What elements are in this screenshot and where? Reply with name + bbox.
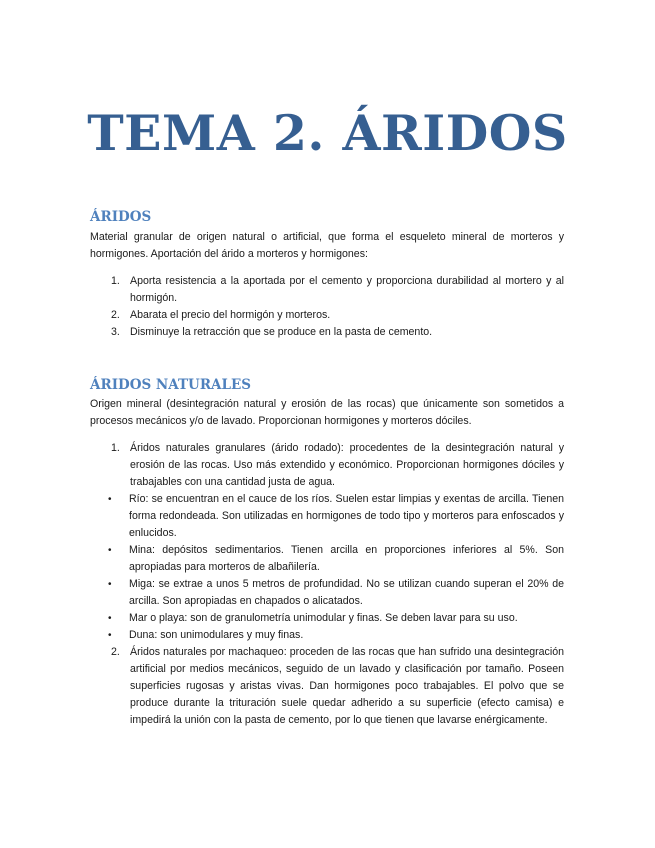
bullet-icon: • [108,579,112,590]
bullet-icon: • [108,545,112,556]
list-item-text: Abarata el precio del hormigón y morteros. [130,309,331,321]
section-paragraph-aridos: Material granular de origen natural o artificial, que forma el esqueleto mineral de morteros y hormigones. Aportación del árido a morteros y hormigones: [90,231,564,260]
list-item [90,324,564,341]
list-item-text: Áridos naturales por machaqueo: proceden de las rocas que han sufrido una desintegración artificial por medios mecánicos, seguido de un lavado y clasificación por tamaño. Poseen superficies rugosas y aristas vivas. Dan hormigones poco trabajables. El polvo que se produce durante la trituración suele quedar adherido a su superficie (efecto camisa) e impedirá la unión con la pasta de cemento, por lo que tienen que lavarse enérgicamente. [130,646,564,726]
bullet-icon: • [108,613,112,624]
bullet-item-mar-playa [90,610,564,627]
document-title: TEMA 2. ÁRIDOS [87,104,568,162]
bullet-icon: • [108,630,112,641]
list-item [90,307,564,324]
section-heading-aridos: ÁRIDOS [90,209,152,225]
bullet-item-rio [90,491,564,542]
aportacion-list [90,273,564,341]
bullet-icon: • [108,494,112,505]
bullet-text: Mina: depósitos sedimentarios. Tienen arcilla en proporciones inferiores al 5%. Son apropiadas para morteros de albañilería. [129,544,564,573]
bullet-text: Duna: son unimodulares y muy finas. [129,629,304,641]
bullet-text: Mar o playa: son de granulometría unimodular y finas. Se deben lavar para su uso. [129,612,518,624]
bullet-item-duna [90,627,564,644]
aridos-naturales-list [90,440,564,729]
list-item [90,440,564,644]
list-item-text: Aporta resistencia a la aportada por el cemento y proporciona durabilidad al mortero y al hormigón. [130,275,564,304]
granulares-bullet-list [90,491,564,644]
section-paragraph-aridos-naturales: Origen mineral (desintegración natural y erosión de las rocas) que únicamente son sometidos a procesos mecánicos y/o de lavado. Proporcionan hormigones y morteros dóciles. [90,398,564,427]
list-number: 1. [111,442,120,454]
list-number: 1. [111,275,120,287]
bullet-item-mina [90,542,564,576]
section-heading-aridos-naturales: ÁRIDOS NATURALES [90,377,252,393]
bullet-text: Miga: se extrae a unos 5 metros de profundidad. No se utilizan cuando superan el 20% de arcilla. Son apropiadas en chapados o alicatados. [129,578,564,607]
list-item [90,644,564,729]
bullet-text: Río: se encuentran en el cauce de los ríos. Suelen estar limpias y exentas de arcilla. Tienen forma redondeada. Son utilizadas en hormigones de todo tipo y morteros para enfoscados y enlucidos. [129,493,564,539]
bullet-item-miga [90,576,564,610]
list-item-text: Áridos naturales granulares (árido rodado): procedentes de la desintegración natural y erosión de las rocas. Uso más extendido y económico. Proporcionan hormigones dóciles y trabajables con una cantidad justa de agua. [130,442,564,488]
list-number: 2. [111,646,120,658]
list-number: 2. [111,309,120,321]
list-item-text: Disminuye la retracción que se produce en la pasta de cemento. [130,326,433,338]
list-number: 3. [111,326,120,338]
list-item [90,273,564,307]
